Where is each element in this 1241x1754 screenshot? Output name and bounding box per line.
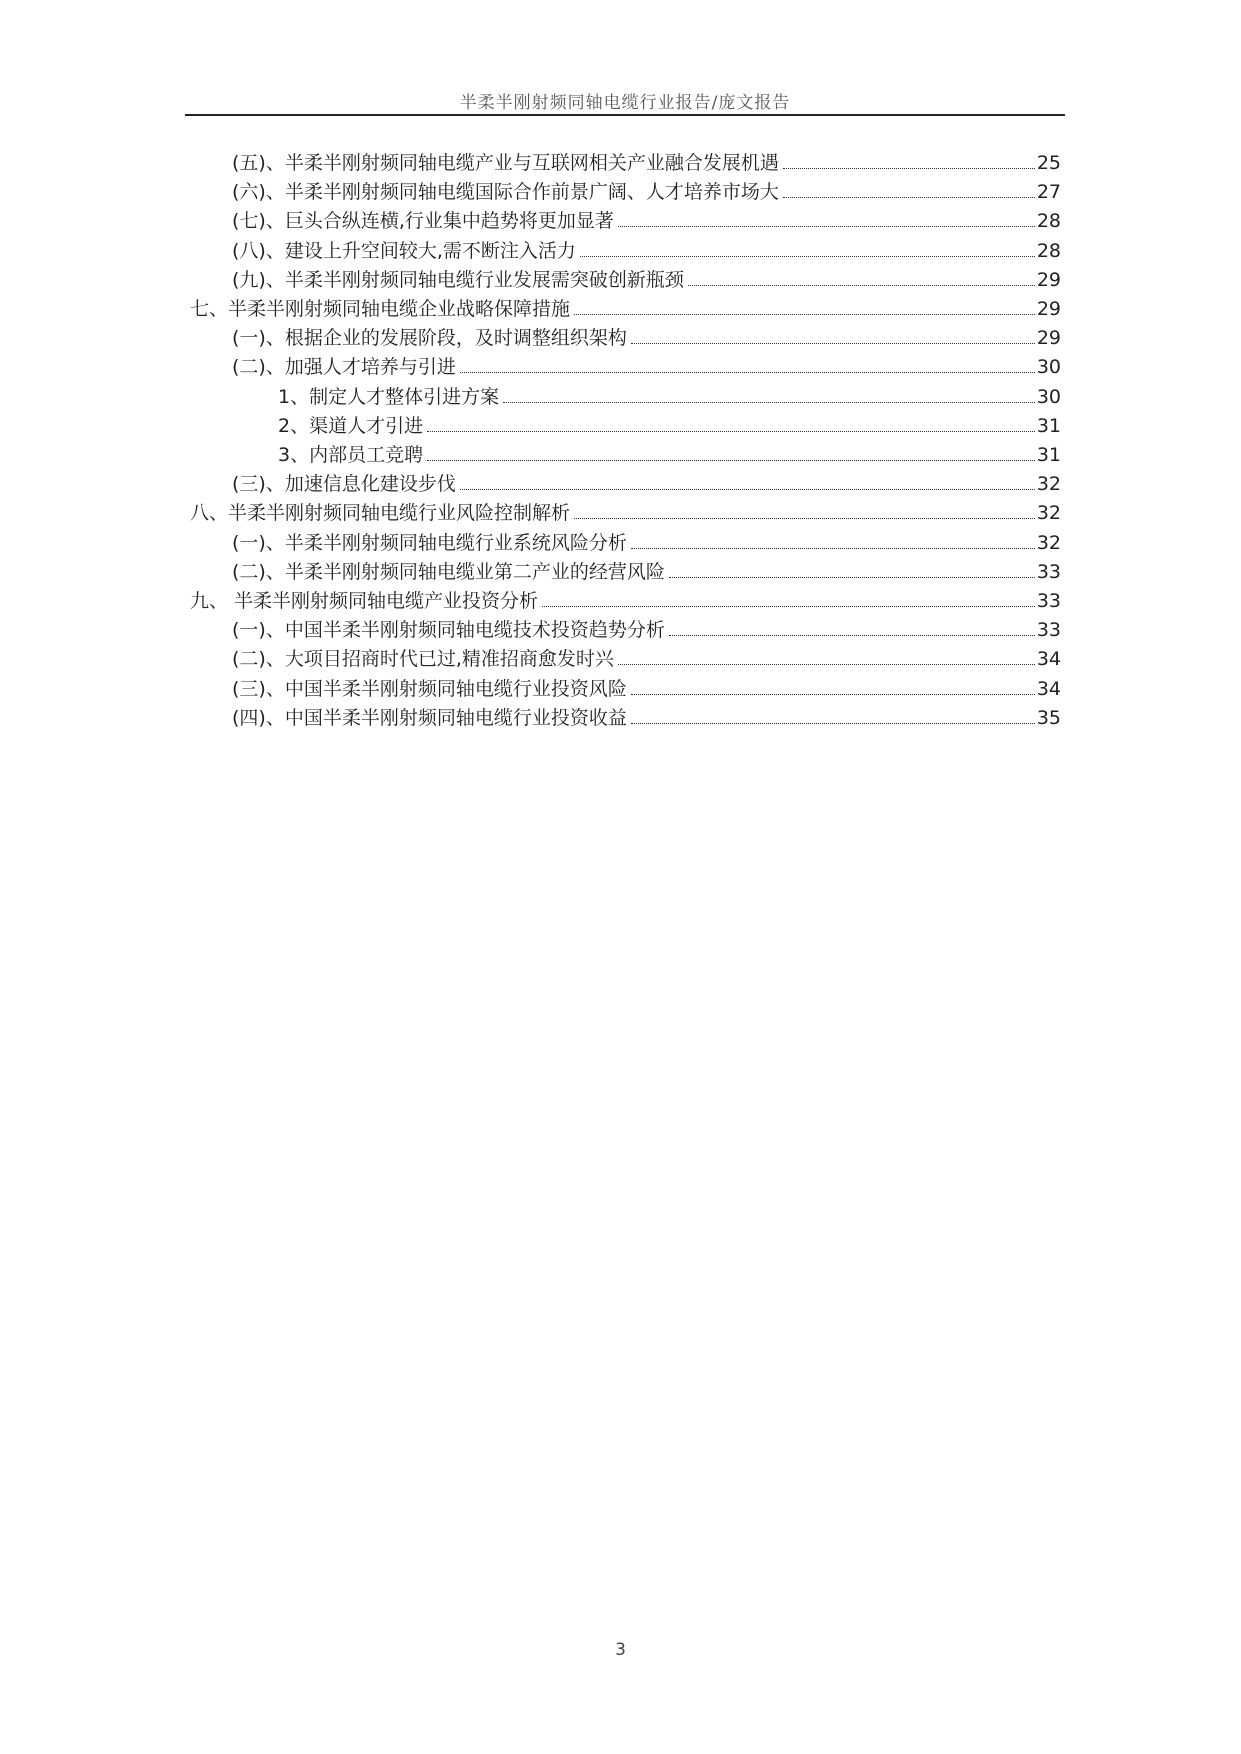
toc-dot-leader xyxy=(460,489,1035,490)
toc-entry-page: 28 xyxy=(1036,210,1061,233)
toc-dot-leader xyxy=(542,606,1035,607)
toc-entry[interactable] xyxy=(232,206,1061,236)
toc-dot-leader xyxy=(460,372,1035,373)
toc-entry[interactable] xyxy=(232,528,1061,558)
toc-dot-leader xyxy=(669,635,1035,636)
header-rule xyxy=(185,114,1065,116)
toc-entry-page: 31 xyxy=(1036,414,1061,437)
toc-entry[interactable] xyxy=(232,352,1061,382)
toc-entry[interactable] xyxy=(278,411,1061,441)
toc-dot-leader xyxy=(618,664,1035,665)
page-number: 3 xyxy=(615,1640,626,1660)
toc-dot-leader xyxy=(783,197,1035,198)
toc-entry-label: (七)、巨头合纵连横,行业集中趋势将更加显著 xyxy=(232,210,614,233)
toc-entry[interactable] xyxy=(190,294,1061,324)
toc-entry[interactable] xyxy=(232,703,1061,733)
toc-entry[interactable] xyxy=(190,498,1061,528)
toc-entry[interactable] xyxy=(232,148,1061,178)
toc-entry-label: (二)、加强人才培养与引进 xyxy=(232,356,456,379)
toc-entry-label: (三)、加速信息化建设步伐 xyxy=(232,473,456,496)
toc-entry-label: (一)、中国半柔半刚射频同轴电缆技术投资趋势分析 xyxy=(232,619,665,642)
toc-entry-page: 32 xyxy=(1036,531,1061,554)
toc-entry-label: 八、半柔半刚射频同轴电缆行业风险控制解析 xyxy=(190,502,571,525)
toc-dot-leader xyxy=(574,518,1035,519)
toc-entry-page: 33 xyxy=(1036,619,1061,642)
toc-entry[interactable] xyxy=(232,615,1061,645)
toc-entry-label: (一)、根据企业的发展阶段，及时调整组织架构 xyxy=(232,327,627,350)
toc-entry-page: 35 xyxy=(1036,706,1061,729)
toc-entry-page: 33 xyxy=(1036,590,1061,612)
toc-entry-page: 29 xyxy=(1036,298,1061,320)
toc-entry-page: 27 xyxy=(1036,181,1061,204)
toc-dot-leader xyxy=(580,256,1035,257)
toc-entry-label: (八)、建设上升空间较大,需不断注入活力 xyxy=(232,239,576,262)
toc-dot-leader xyxy=(688,285,1035,286)
toc-entry-label: (三)、中国半柔半刚射频同轴电缆行业投资风险 xyxy=(232,677,627,700)
toc-entry-label: (五)、半柔半刚射频同轴电缆产业与互联网相关产业融合发展机遇 xyxy=(232,152,779,174)
toc-entry-page: 31 xyxy=(1036,444,1061,466)
toc-entry-page: 30 xyxy=(1036,385,1061,408)
toc-entry[interactable] xyxy=(232,177,1061,207)
toc-entry-label: (六)、半柔半刚射频同轴电缆国际合作前景广阔、人才培养市场大 xyxy=(232,181,779,204)
toc-entry-label: (九)、半柔半刚射频同轴电缆行业发展需突破创新瓶颈 xyxy=(232,268,684,291)
toc-dot-leader xyxy=(783,168,1035,169)
toc-entry-label: 3、内部员工竞聘 xyxy=(278,444,424,466)
toc-entry[interactable] xyxy=(190,586,1061,616)
toc-entry-label: (二)、大项目招商时代已过,精准招商愈发时兴 xyxy=(232,648,614,671)
toc-entry-label: (四)、中国半柔半刚射频同轴电缆行业投资收益 xyxy=(232,706,627,729)
toc-entry-page: 29 xyxy=(1036,327,1061,350)
running-header: 半柔半刚射频同轴电缆行业报告/庞文报告 xyxy=(459,93,791,113)
toc-dot-leader xyxy=(574,314,1035,315)
toc-dot-leader xyxy=(631,723,1035,724)
toc-dot-leader xyxy=(669,577,1035,578)
toc-entry[interactable] xyxy=(232,674,1061,704)
toc-entry-page: 34 xyxy=(1036,677,1061,700)
toc-entry-page: 32 xyxy=(1036,473,1061,496)
toc-entry-label: 1、制定人才整体引进方案 xyxy=(278,385,500,408)
toc-entry-label: 2、渠道人才引进 xyxy=(278,414,424,437)
toc-entry-page: 25 xyxy=(1036,152,1061,174)
toc-dot-leader xyxy=(427,431,1035,432)
toc-entry-page: 30 xyxy=(1036,356,1061,379)
toc-entry[interactable] xyxy=(232,265,1061,295)
toc-entry[interactable] xyxy=(278,440,1061,470)
toc-dot-leader xyxy=(631,694,1035,695)
toc-dot-leader xyxy=(503,402,1035,403)
toc-entry-label: 七、半柔半刚射频同轴电缆企业战略保障措施 xyxy=(190,298,571,320)
toc-entry[interactable] xyxy=(232,323,1061,353)
toc-entry-page: 28 xyxy=(1036,239,1061,262)
toc-entry[interactable] xyxy=(232,236,1061,266)
toc-entry[interactable] xyxy=(278,382,1061,412)
toc-entry[interactable] xyxy=(232,557,1061,587)
toc-dot-leader xyxy=(631,548,1035,549)
toc-dot-leader xyxy=(427,460,1035,461)
toc-entry-label: (一)、半柔半刚射频同轴电缆行业系统风险分析 xyxy=(232,531,627,554)
toc-entry-page: 29 xyxy=(1036,268,1061,291)
toc-entry-page: 32 xyxy=(1036,502,1061,525)
toc-entry-page: 34 xyxy=(1036,648,1061,671)
toc-entry-page: 33 xyxy=(1036,560,1061,583)
toc-entry-label: (二)、半柔半刚射频同轴电缆业第二产业的经营风险 xyxy=(232,560,665,583)
toc-dot-leader xyxy=(631,343,1035,344)
toc-entry-label: 九、 半柔半刚射频同轴电缆产业投资分析 xyxy=(190,590,539,612)
toc-entry[interactable] xyxy=(232,644,1061,674)
toc-dot-leader xyxy=(618,226,1035,227)
toc-entry[interactable] xyxy=(232,469,1061,499)
